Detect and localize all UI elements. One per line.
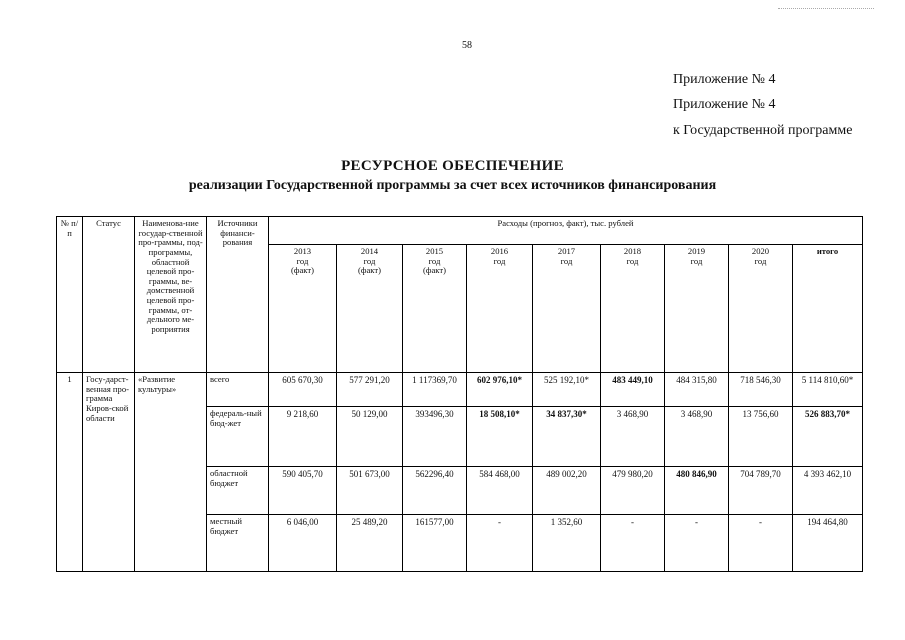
header-num: № п/п: [57, 217, 83, 373]
value-cell: 6 046,00: [269, 515, 337, 572]
source-label: областной бюджет: [207, 467, 269, 515]
value-cell: -: [729, 515, 793, 572]
year-header: 2016 год: [467, 245, 533, 373]
year-header: 2013 год (факт): [269, 245, 337, 373]
value-cell: 479 980,20: [601, 467, 665, 515]
source-label: всего: [207, 373, 269, 407]
value-cell: 480 846,90: [665, 467, 729, 515]
table-row: [57, 373, 863, 407]
value-cell: 718 546,30: [729, 373, 793, 407]
year-header: 2020 год: [729, 245, 793, 373]
value-cell: -: [665, 515, 729, 572]
value-cell: 590 405,70: [269, 467, 337, 515]
value-cell: 3 468,90: [665, 407, 729, 467]
document-subtitle: реализации Государственной программы за счет всех источников финансирования: [188, 178, 717, 193]
table-header-row: [57, 217, 863, 245]
value-cell: -: [601, 515, 665, 572]
value-cell: 1 117369,70: [403, 373, 467, 407]
value-cell: 9 218,60: [269, 407, 337, 467]
resource-table: [56, 216, 863, 572]
appendix-line-3: к Государственной программе: [673, 123, 853, 138]
row-number: 1: [57, 373, 83, 572]
value-cell: 526 883,70*: [793, 407, 863, 467]
appendix-line-2: Приложение № 4: [673, 97, 776, 112]
value-cell: 562296,40: [403, 467, 467, 515]
header-source: Источники финанси-рования: [207, 217, 269, 373]
year-header: 2019 год: [665, 245, 729, 373]
value-cell: 1 352,60: [533, 515, 601, 572]
value-cell: 3 468,90: [601, 407, 665, 467]
value-cell: 489 002,20: [533, 467, 601, 515]
value-cell: 584 468,00: [467, 467, 533, 515]
header-name: Наименова-ние государ-ственной про-граммы, под-программы, областной целевой про-граммы, ве-домственной целевой про-граммы, от-дельного ме-роприятия: [135, 217, 207, 373]
value-cell: 161577,00: [403, 515, 467, 572]
value-cell: 25 489,20: [337, 515, 403, 572]
value-cell: 483 449,10: [601, 373, 665, 407]
value-cell: 484 315,80: [665, 373, 729, 407]
value-cell: 525 192,10*: [533, 373, 601, 407]
value-cell: 34 837,30*: [533, 407, 601, 467]
value-cell: 393496,30: [403, 407, 467, 467]
year-header: 2014 год (факт): [337, 245, 403, 373]
value-cell: 577 291,20: [337, 373, 403, 407]
year-header: 2018 год: [601, 245, 665, 373]
source-label: федераль-ный бюд-жет: [207, 407, 269, 467]
scan-artifact-line: [778, 8, 874, 9]
appendix-line-1: Приложение № 4: [673, 72, 776, 87]
document-title: РЕСУРСНОЕ ОБЕСПЕЧЕНИЕ: [341, 158, 564, 174]
value-cell: 18 508,10*: [467, 407, 533, 467]
header-status: Статус: [83, 217, 135, 373]
value-cell: 605 670,30: [269, 373, 337, 407]
value-cell: -: [467, 515, 533, 572]
value-cell: 194 464,80: [793, 515, 863, 572]
value-cell: 4 393 462,10: [793, 467, 863, 515]
value-cell: 5 114 810,60*: [793, 373, 863, 407]
year-header: 2017 год: [533, 245, 601, 373]
value-cell: 704 789,70: [729, 467, 793, 515]
value-cell: 13 756,60: [729, 407, 793, 467]
value-cell: 50 129,00: [337, 407, 403, 467]
row-status: Госу-дарст-венная про-грамма Киров-ской области: [83, 373, 135, 572]
source-label: местный бюджет: [207, 515, 269, 572]
value-cell: 602 976,10*: [467, 373, 533, 407]
page-number: 58: [462, 40, 472, 51]
value-cell: 501 673,00: [337, 467, 403, 515]
header-expenses: Расходы (прогноз, факт), тыс. рублей: [269, 217, 863, 245]
total-header: итого: [793, 245, 863, 373]
row-program-name: «Развитие культуры»: [135, 373, 207, 572]
year-header: 2015 год (факт): [403, 245, 467, 373]
